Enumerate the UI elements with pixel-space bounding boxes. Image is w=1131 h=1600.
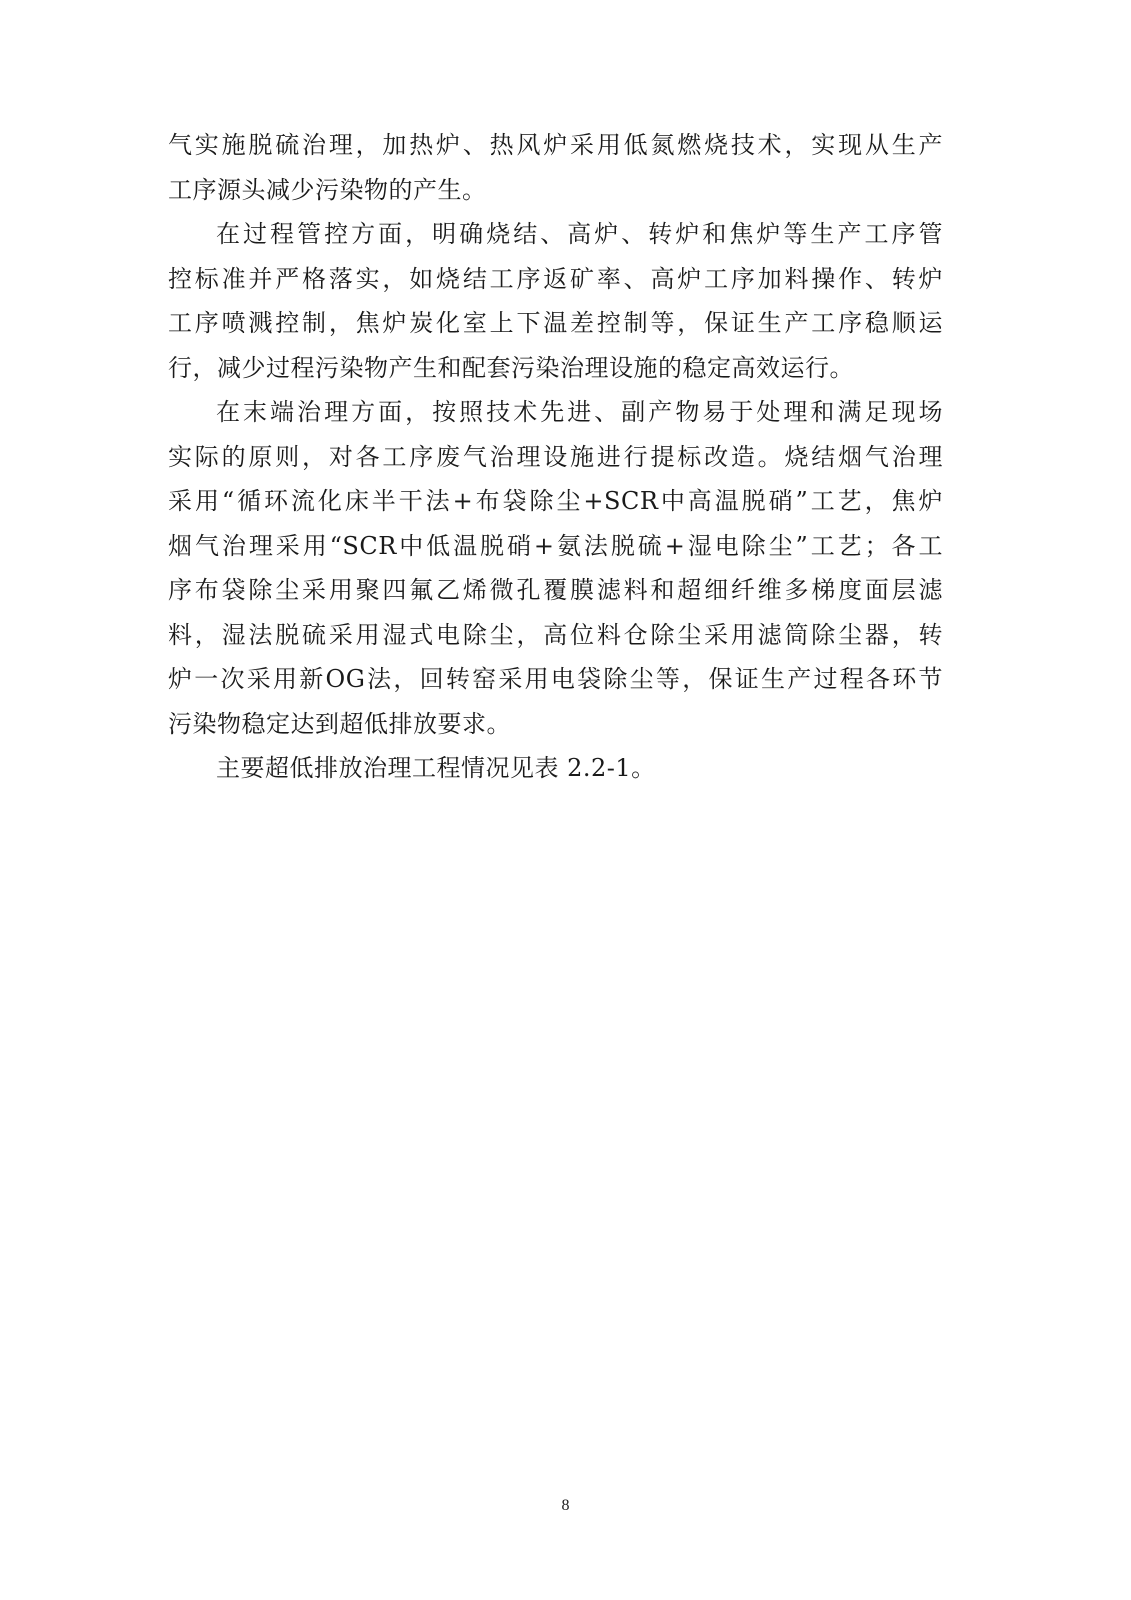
text-line: 实际的原则，对各工序废气治理设施进行提标改造。烧结烟气治理 xyxy=(168,442,943,471)
text-line: 行，减少过程污染物产生和配套污染治理设施的稳定高效运行。 xyxy=(168,353,854,382)
text-line: 炉一次采用新OG法，回转窑采用电袋除尘等，保证生产过程各环节 xyxy=(168,665,943,693)
text-line: 序布袋除尘采用聚四氟乙烯微孔覆膜滤料和超细纤维多梯度面层滤 xyxy=(168,576,943,604)
text-line: 在过程管控方面，明确烧结、高炉、转炉和焦炉等生产工序管 xyxy=(216,220,943,248)
text-line: 控标准并严格落实，如烧结工序返矿率、高炉工序加料操作、转炉 xyxy=(168,264,943,293)
text-line: 工序源头减少污染物的产生。 xyxy=(168,175,487,204)
text-line: 主要超低排放治理工程情况见表 2.2-1。 xyxy=(216,754,656,782)
body-text xyxy=(168,123,943,791)
text-line: 气实施脱硫治理，加热炉、热风炉采用低氮燃烧技术，实现从生产 xyxy=(168,131,943,159)
text-line: 采用“循环流化床半干法+布袋除尘+SCR中高温脱硝”工艺，焦炉 xyxy=(168,487,943,515)
text-line: 烟气治理采用“SCR中低温脱硝+氨法脱硫+湿电除尘”工艺；各工 xyxy=(168,531,943,560)
text-line: 在末端治理方面，按照技术先进、副产物易于处理和满足现场 xyxy=(216,398,943,426)
text-line: 料，湿法脱硫采用湿式电除尘，高位料仓除尘采用滤筒除尘器，转 xyxy=(168,620,943,649)
text-line: 工序喷溅控制，焦炉炭化室上下温差控制等，保证生产工序稳顺运 xyxy=(168,309,943,337)
text-line: 污染物稳定达到超低排放要求。 xyxy=(168,709,511,738)
page-number: 8 xyxy=(561,1497,570,1514)
